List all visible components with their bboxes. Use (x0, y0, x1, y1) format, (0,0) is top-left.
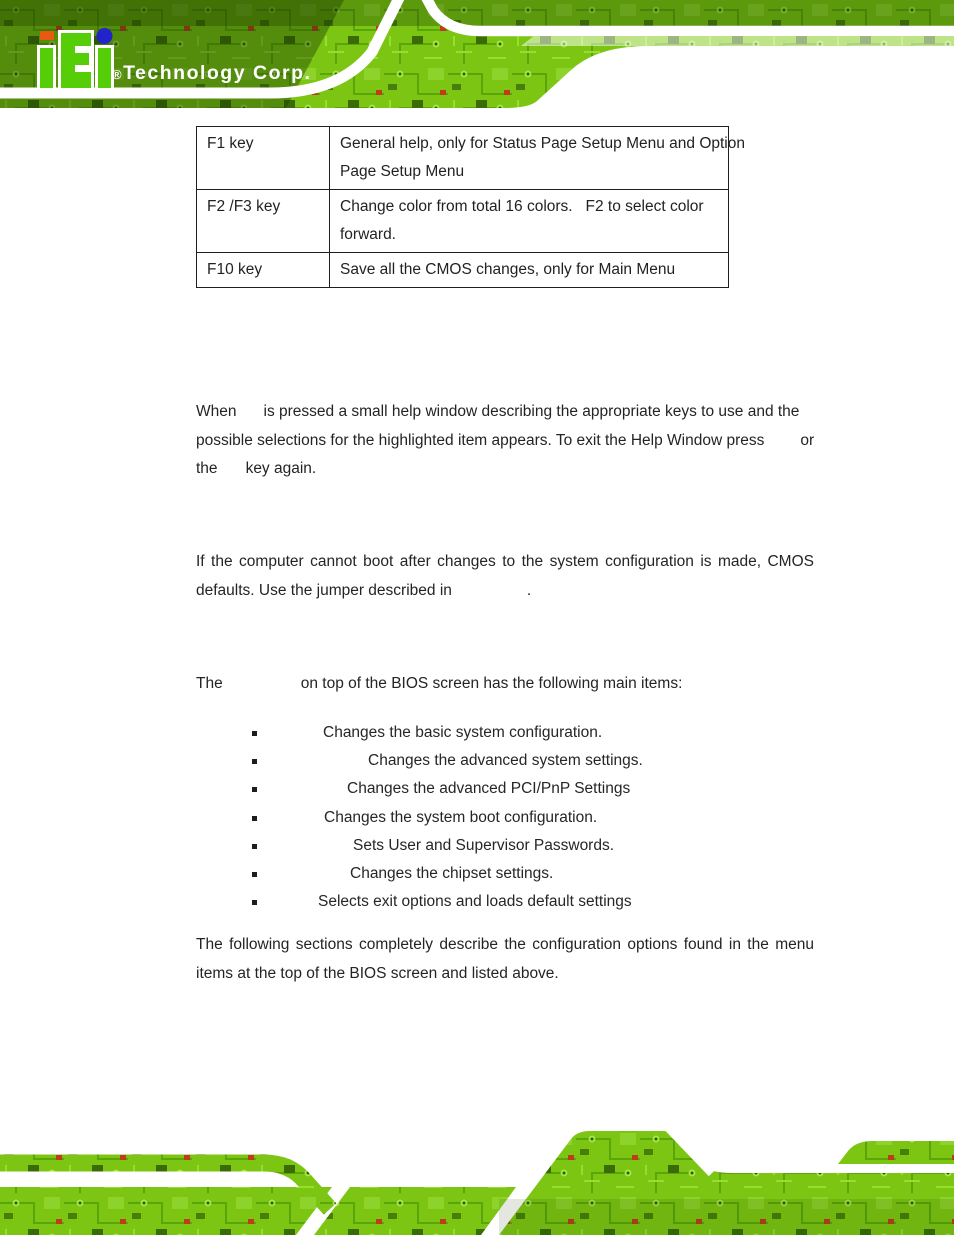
key-cell: F1 key (197, 127, 330, 190)
description-cell: Change color from total 16 colors. F2 to select color forward. (330, 190, 729, 253)
description-cell: Save all the CMOS changes, only for Main Menu (330, 253, 729, 288)
table-row (197, 253, 729, 288)
list-item: Changes the advanced PCI/PnP Settings (196, 775, 814, 803)
bullet-icon (252, 731, 257, 736)
list-item: Changes the advanced system settings. (196, 747, 814, 775)
bullet-icon (252, 900, 257, 905)
bullet-icon (252, 816, 257, 821)
missing-reference-gap (452, 594, 527, 595)
bios-menu-list (196, 719, 814, 916)
paragraph-cmos-defaults: If the computer cannot boot after changes to the system configuration is made, CMOS defaults. Use the jumper described in . (196, 553, 814, 599)
description-cell: General help, only for Status Page Setup Menu and Option Page Setup Menu (330, 127, 729, 190)
footer-upper-right-band (838, 1141, 954, 1164)
function-keys-table (196, 126, 745, 288)
missing-key-gap (218, 472, 246, 473)
key-cell: F2 /F3 key (197, 190, 330, 253)
bullet-icon (252, 787, 257, 792)
paragraph-closing: The following sections completely describe the configuration options found in the menu items at the top of the BIOS screen and listed above. (196, 936, 814, 982)
bullet-icon (252, 872, 257, 877)
bullet-icon (252, 759, 257, 764)
paragraph-menu-bar-intro: The on top of the BIOS screen has the following main items: (196, 675, 683, 692)
table-row (197, 127, 729, 190)
paragraph-help-window: When is pressed a small help window describing the appropriate keys to use and the possible selections for the highlighted item appears. To exit the Help Window press or the key again. (196, 403, 815, 477)
footer-middle-wedge (314, 1187, 516, 1235)
header-circuit-banner (0, 0, 954, 112)
table-row (197, 190, 729, 253)
list-item: Changes the basic system configuration. (196, 719, 814, 747)
list-item: Changes the chipset settings. (196, 860, 814, 888)
list-item: Sets User and Supervisor Passwords. (196, 832, 814, 860)
footer-left-block (0, 1187, 332, 1235)
logo-company-text: ®Technology Corp. (112, 62, 312, 84)
missing-term-gap (223, 687, 301, 688)
list-item: Changes the system boot configuration. (196, 804, 814, 832)
missing-key-gap (237, 415, 264, 416)
list-item: Selects exit options and loads default settings (196, 888, 814, 916)
iei-logo-mark (37, 28, 114, 91)
footer-circuit-banner (0, 1129, 954, 1235)
missing-key-gap (764, 444, 800, 445)
bullet-icon (252, 844, 257, 849)
key-cell: F10 key (197, 253, 330, 288)
